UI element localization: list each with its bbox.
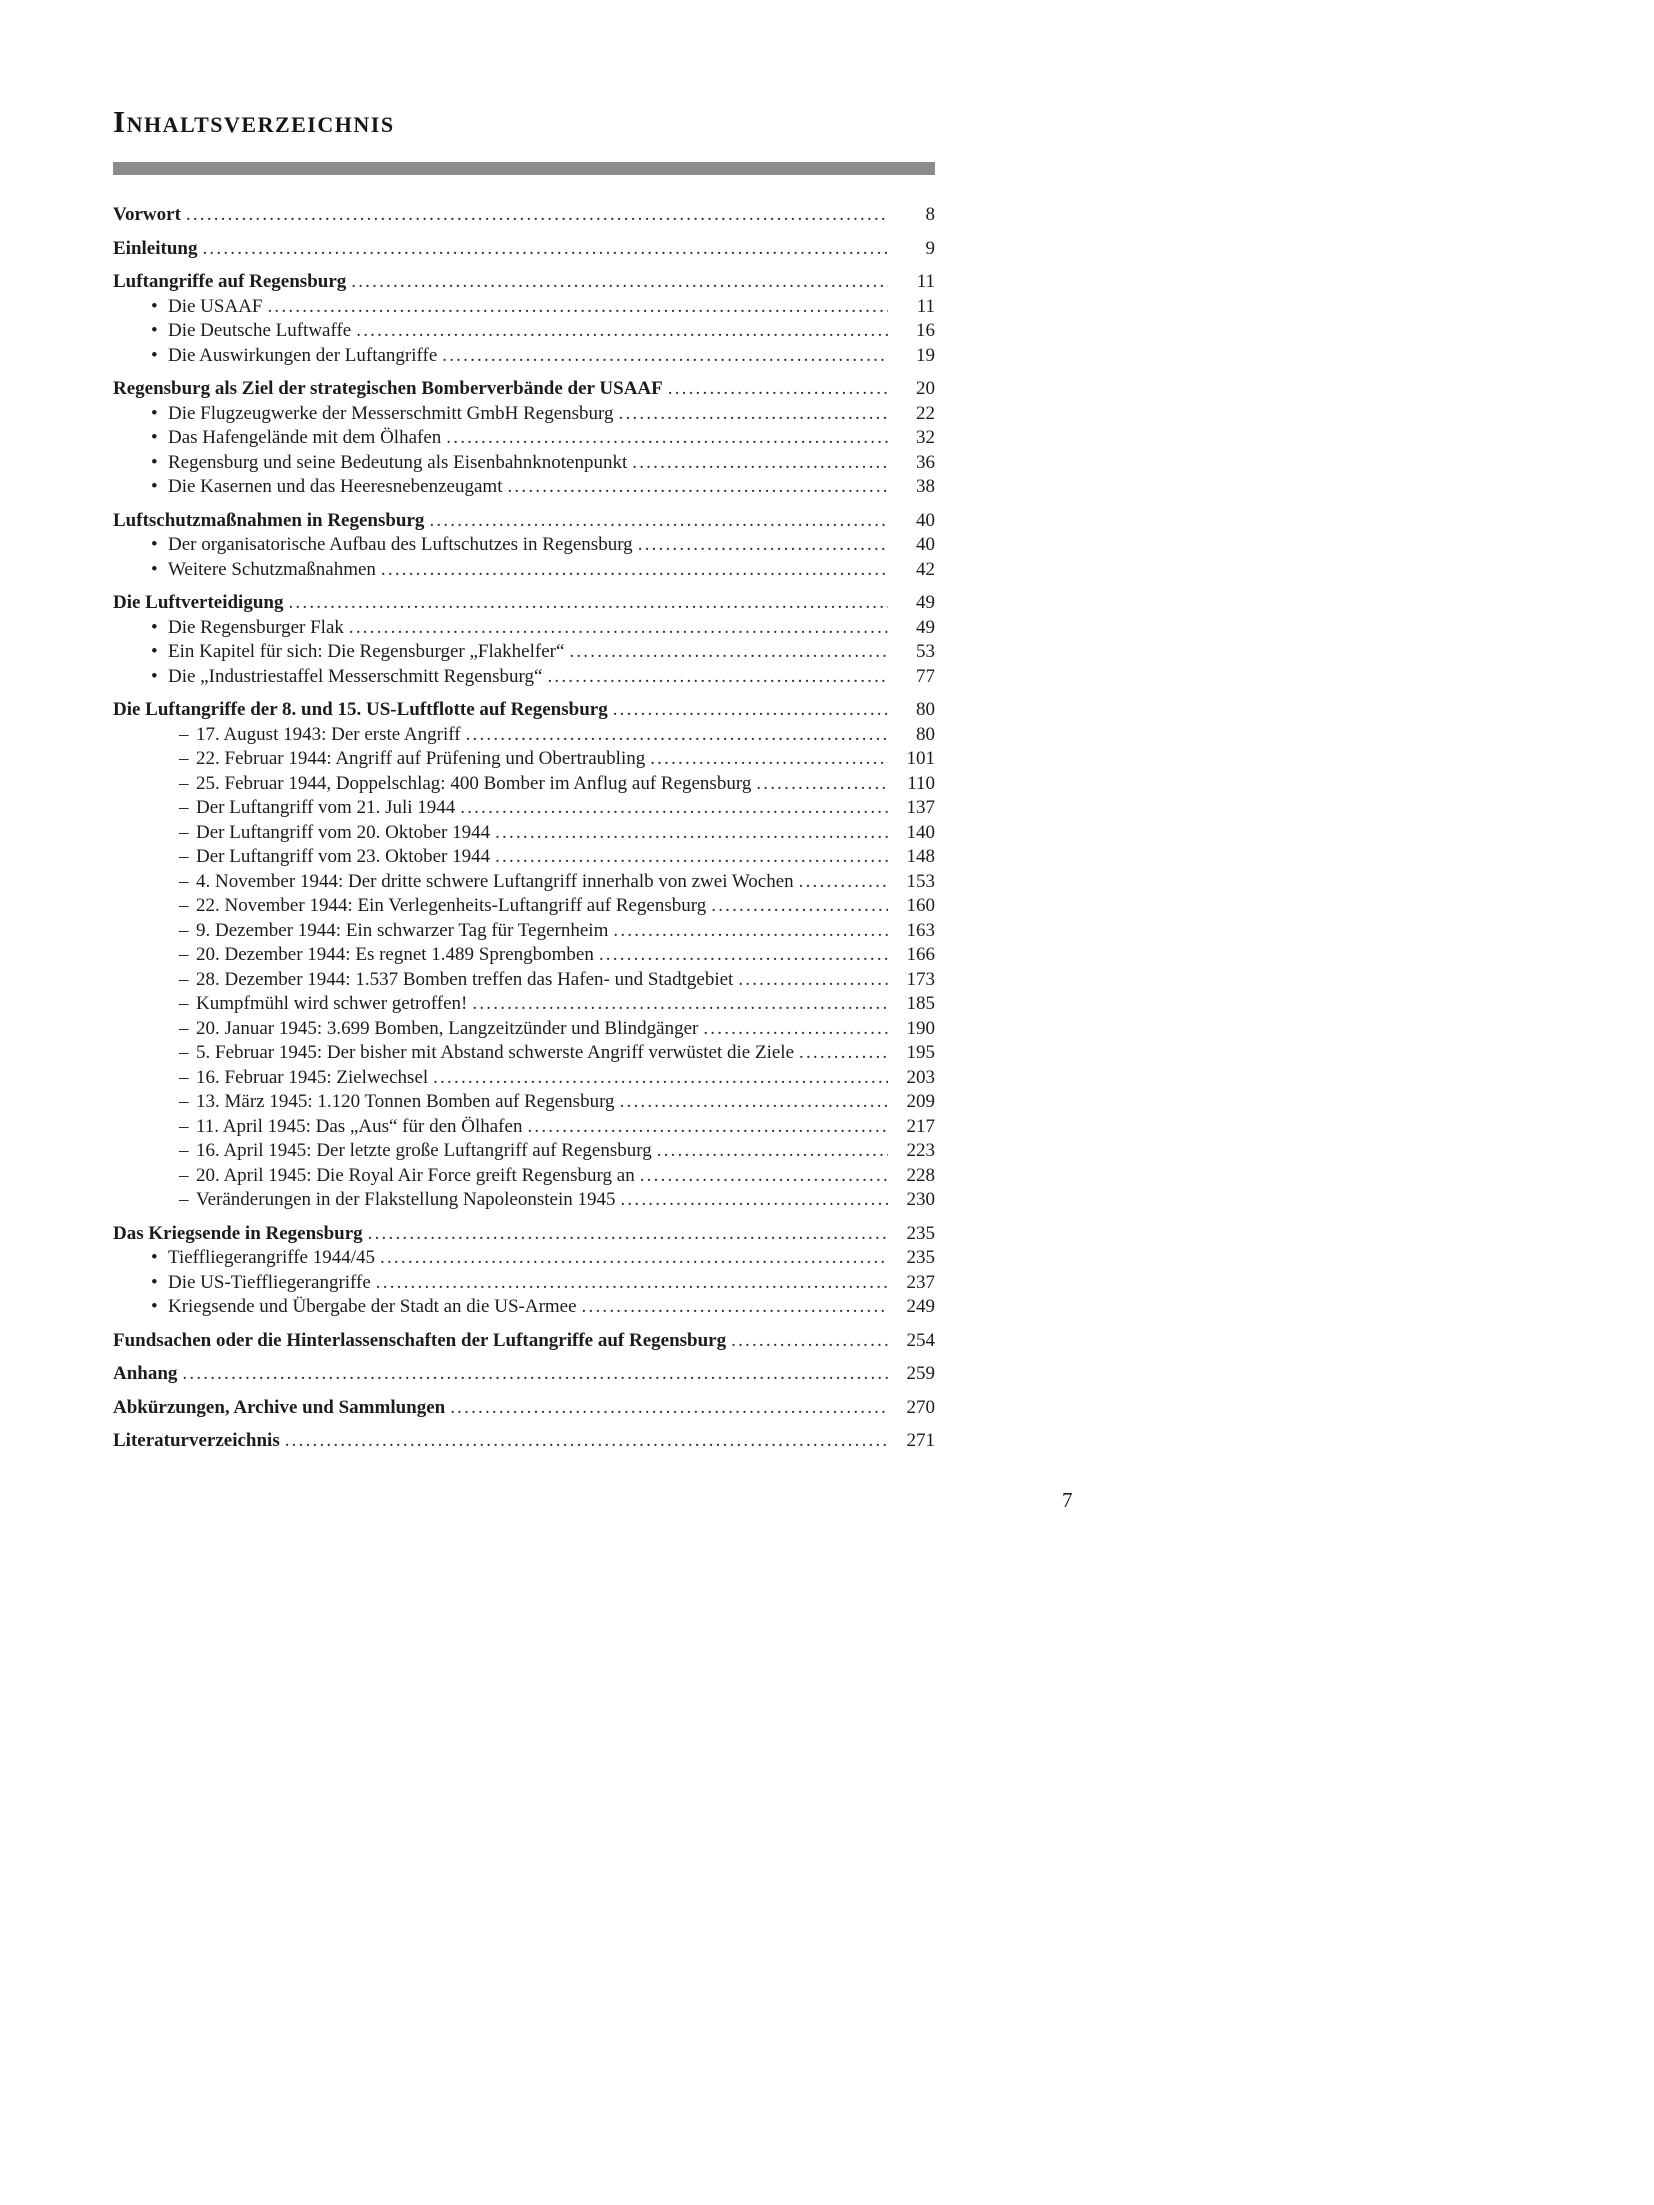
- dot-leader: [368, 1222, 888, 1247]
- toc-entry-label: Einleitung: [113, 237, 198, 259]
- toc-row: [113, 796, 935, 821]
- dot-leader: [638, 533, 888, 558]
- dot-leader: [527, 1115, 888, 1140]
- dot-leader: [356, 319, 888, 344]
- toc-entry-label: Vorwort: [113, 204, 181, 225]
- toc-row: [113, 968, 935, 993]
- dash-marker-icon: –: [179, 1017, 189, 1039]
- dot-leader: [446, 426, 888, 451]
- dash-marker-icon: –: [179, 1140, 189, 1161]
- toc-row: [113, 1066, 935, 1091]
- toc-entry-label: 22. November 1944: Ein Verlegenheits-Luftangriff auf Regensburg: [196, 895, 707, 916]
- bullet-marker-icon: •: [151, 451, 158, 473]
- dot-leader: [288, 591, 888, 616]
- toc-entry-label: Der organisatorische Aufbau des Luftschutzes in Regensburg: [168, 534, 633, 555]
- dash-marker-icon: –: [179, 1042, 189, 1063]
- toc-row: [113, 665, 935, 690]
- dot-leader: [460, 796, 888, 821]
- dot-leader: [349, 616, 888, 641]
- page-number: 7: [1062, 1488, 1073, 1512]
- toc-entry-label: Luftangriffe auf Regensburg: [113, 271, 347, 292]
- dot-leader: [668, 377, 888, 402]
- toc-entry-page: 190: [906, 1017, 935, 1039]
- toc-entry-page: 42: [916, 558, 935, 580]
- toc-entry-label: Ein Kapitel für sich: Die Regensburger „Flakhelfer“: [168, 641, 565, 662]
- toc-entry-page: 249: [906, 1296, 935, 1317]
- dot-leader: [507, 475, 888, 500]
- toc-entry-label: 20. Dezember 1944: Es regnet 1.489 Sprengbomben: [196, 944, 594, 965]
- dot-leader: [799, 870, 888, 895]
- dot-leader: [738, 968, 888, 993]
- bullet-marker-icon: •: [151, 427, 158, 448]
- toc-entry-label: Fundsachen oder die Hinterlassenschaften der Luftangriffe auf Regensburg: [113, 1329, 727, 1351]
- toc-entry-page: 11: [916, 295, 935, 317]
- toc-entry-label: Die Deutsche Luftwaffe: [168, 320, 352, 341]
- dash-marker-icon: –: [179, 1091, 189, 1112]
- toc-entry-label: Die Luftangriffe der 8. und 15. US-Luftflotte auf Regensburg: [113, 699, 608, 720]
- dash-marker-icon: –: [179, 1189, 189, 1210]
- bullet-marker-icon: •: [151, 1271, 158, 1293]
- toc-row: [113, 1329, 935, 1354]
- toc-row: [113, 723, 935, 748]
- toc-entry-page: 173: [906, 968, 935, 990]
- dot-leader: [285, 1429, 888, 1454]
- toc-entry-page: 11: [916, 271, 935, 292]
- toc-entry-page: 195: [906, 1042, 935, 1063]
- dot-leader: [495, 821, 888, 846]
- toc-row: [113, 270, 935, 295]
- dot-leader: [640, 1164, 888, 1189]
- dot-leader: [632, 451, 888, 476]
- toc-entry-label: Der Luftangriff vom 21. Juli 1944: [196, 797, 456, 818]
- toc-entry-label: Das Hafengelände mit dem Ölhafen: [168, 427, 442, 448]
- dot-leader: [703, 1017, 888, 1042]
- toc-entry-page: 271: [906, 1430, 935, 1451]
- toc-entry-label: 28. Dezember 1944: 1.537 Bomben treffen das Hafen- und Stadtgebiet: [196, 968, 734, 990]
- dot-leader: [433, 1066, 888, 1091]
- dot-leader: [186, 203, 888, 228]
- dash-marker-icon: –: [179, 919, 189, 941]
- bullet-marker-icon: •: [151, 558, 158, 580]
- toc-entry-label: 11. April 1945: Das „Aus“ für den Ölhafen: [196, 1115, 523, 1137]
- dash-marker-icon: –: [179, 821, 189, 843]
- toc-row: [113, 1222, 935, 1247]
- dot-leader: [376, 1271, 888, 1296]
- toc-entry-page: 19: [916, 344, 935, 366]
- toc-row: [113, 845, 935, 870]
- toc-entry-page: 217: [906, 1115, 935, 1137]
- toc-row: [113, 591, 935, 616]
- bullet-marker-icon: •: [151, 1296, 158, 1317]
- toc-row: [113, 870, 935, 895]
- toc-row: [113, 237, 935, 262]
- toc-entry-page: 38: [916, 476, 935, 497]
- toc-row: [113, 402, 935, 427]
- toc-entry-page: 153: [906, 870, 935, 892]
- dot-leader: [267, 295, 888, 320]
- toc-row: [113, 558, 935, 583]
- bullet-marker-icon: •: [151, 665, 158, 687]
- toc-entry-label: Die Kasernen und das Heeresnebenzeugamt: [168, 476, 503, 497]
- toc-entry-label: Die USAAF: [168, 295, 263, 317]
- bullet-marker-icon: •: [151, 320, 158, 341]
- toc-row: [113, 821, 935, 846]
- toc-entry-page: 223: [906, 1140, 935, 1161]
- toc-entry-label: Kumpfmühl wird schwer getroffen!: [196, 993, 468, 1014]
- toc-entry-page: 235: [906, 1222, 935, 1244]
- dash-marker-icon: –: [179, 1164, 189, 1186]
- dot-leader: [756, 772, 888, 797]
- toc-row: [113, 698, 935, 723]
- dot-leader: [619, 402, 888, 427]
- toc-row: [113, 1246, 935, 1271]
- toc-entry-label: 9. Dezember 1944: Ein schwarzer Tag für Tegernheim: [196, 919, 609, 941]
- toc-entry-label: Regensburg und seine Bedeutung als Eisenbahnknotenpunkt: [168, 451, 628, 473]
- toc-entry-page: 22: [916, 402, 935, 424]
- toc-row: [113, 1164, 935, 1189]
- toc-entry-label: Die Regensburger Flak: [168, 616, 344, 638]
- toc-entry-page: 20: [916, 378, 935, 399]
- bullet-marker-icon: •: [151, 295, 158, 317]
- toc-row: [113, 475, 935, 500]
- toc-row: [113, 1090, 935, 1115]
- toc-entry-page: 36: [916, 451, 935, 473]
- toc-row: [113, 319, 935, 344]
- toc-entry-page: 148: [906, 846, 935, 867]
- dot-leader: [582, 1295, 888, 1320]
- toc-entry-label: Die Flugzeugwerke der Messerschmitt GmbH Regensburg: [168, 402, 614, 424]
- toc-entry-page: 209: [906, 1091, 935, 1112]
- toc-row: [113, 772, 935, 797]
- dot-leader: [731, 1329, 888, 1354]
- toc-entry-label: 13. März 1945: 1.120 Tonnen Bomben auf Regensburg: [196, 1091, 615, 1112]
- toc-row: [113, 533, 935, 558]
- toc-entry-page: 110: [907, 772, 935, 794]
- bullet-marker-icon: •: [151, 534, 158, 555]
- toc-entry-label: Die US-Tieffliegerangriffe: [168, 1271, 371, 1293]
- toc-entry-page: 80: [916, 699, 935, 720]
- bullet-marker-icon: •: [151, 344, 158, 366]
- toc-entry-label: Der Luftangriff vom 23. Oktober 1944: [196, 846, 491, 867]
- toc-row: [113, 1429, 935, 1454]
- dot-leader: [711, 894, 888, 919]
- dash-marker-icon: –: [179, 870, 189, 892]
- dot-leader: [799, 1041, 888, 1066]
- toc-entry-label: 20. April 1945: Die Royal Air Force greift Regensburg an: [196, 1164, 635, 1186]
- toc-row: [113, 1396, 935, 1421]
- toc-entry-page: 137: [906, 797, 935, 818]
- toc-entry-label: Tieffliegerangriffe 1944/45: [168, 1247, 376, 1268]
- dash-marker-icon: –: [179, 772, 189, 794]
- toc-row: [113, 640, 935, 665]
- toc-entry-label: 4. November 1944: Der dritte schwere Luftangriff innerhalb von zwei Wochen: [196, 870, 794, 892]
- toc-row: [113, 377, 935, 402]
- dash-marker-icon: –: [179, 968, 189, 990]
- toc-row: [113, 344, 935, 369]
- toc-row: [113, 616, 935, 641]
- dot-leader: [472, 992, 888, 1017]
- dot-leader: [381, 558, 888, 583]
- toc-entry-page: 185: [906, 993, 935, 1014]
- toc-entry-label: Kriegsende und Übergabe der Stadt an die US-Armee: [168, 1296, 577, 1317]
- dash-marker-icon: –: [179, 993, 189, 1014]
- dot-leader: [450, 1396, 888, 1421]
- toc-entry-page: 254: [906, 1329, 935, 1351]
- toc-row: [113, 943, 935, 968]
- dot-leader: [466, 723, 888, 748]
- toc-row: [113, 1271, 935, 1296]
- dot-leader: [202, 237, 888, 262]
- toc-entry-label: Luftschutzmaßnahmen in Regensburg: [113, 509, 425, 531]
- bullet-marker-icon: •: [151, 641, 158, 662]
- dash-marker-icon: –: [179, 797, 189, 818]
- toc-entry-label: 25. Februar 1944, Doppelschlag: 400 Bomber im Anflug auf Regensburg: [196, 772, 752, 794]
- toc-entry-page: 80: [916, 723, 935, 745]
- dot-leader: [182, 1362, 888, 1387]
- toc-row: [113, 509, 935, 534]
- document-page: [113, 104, 935, 1454]
- toc-entry-page: 270: [906, 1396, 935, 1418]
- toc-entry-page: 237: [906, 1271, 935, 1293]
- dot-leader: [620, 1090, 888, 1115]
- toc-row: [113, 203, 935, 228]
- toc-entry-page: 53: [916, 641, 935, 662]
- bullet-marker-icon: •: [151, 1247, 158, 1268]
- toc-row: [113, 1139, 935, 1164]
- toc-row: [113, 1041, 935, 1066]
- toc-entry-label: Weitere Schutzmaßnahmen: [168, 558, 376, 580]
- dash-marker-icon: –: [179, 748, 189, 769]
- dot-leader: [547, 665, 888, 690]
- dot-leader: [429, 509, 888, 534]
- toc-list: [113, 203, 935, 1454]
- toc-entry-page: 40: [916, 509, 935, 531]
- dot-leader: [442, 344, 888, 369]
- toc-entry-label: Das Kriegsende in Regensburg: [113, 1222, 363, 1244]
- toc-entry-label: 17. August 1943: Der erste Angriff: [196, 723, 461, 745]
- toc-row: [113, 992, 935, 1017]
- toc-entry-label: 16. Februar 1945: Zielwechsel: [196, 1066, 429, 1088]
- toc-row: [113, 1295, 935, 1320]
- page-title: Inhaltsverzeichnis: [113, 104, 395, 139]
- toc-entry-label: Der Luftangriff vom 20. Oktober 1944: [196, 821, 491, 843]
- dot-leader: [599, 943, 888, 968]
- toc-entry-label: Die Luftverteidigung: [113, 592, 284, 613]
- toc-row: [113, 1017, 935, 1042]
- toc-row: [113, 1188, 935, 1213]
- toc-entry-page: 9: [925, 237, 935, 259]
- dot-leader: [351, 270, 888, 295]
- dot-leader: [657, 1139, 888, 1164]
- dot-leader: [613, 698, 888, 723]
- toc-entry-page: 230: [906, 1189, 935, 1210]
- toc-entry-page: 32: [916, 427, 935, 448]
- dot-leader: [569, 640, 888, 665]
- toc-entry-label: Die „Industriestaffel Messerschmitt Regensburg“: [168, 665, 543, 687]
- toc-row: [113, 295, 935, 320]
- bullet-marker-icon: •: [151, 616, 158, 638]
- toc-entry-label: 22. Februar 1944: Angriff auf Prüfening und Obertraubling: [196, 748, 646, 769]
- toc-row: [113, 894, 935, 919]
- dot-leader: [620, 1188, 888, 1213]
- toc-entry-page: 203: [906, 1066, 935, 1088]
- toc-entry-label: Anhang: [113, 1363, 178, 1384]
- dash-marker-icon: –: [179, 1066, 189, 1088]
- toc-entry-label: 16. April 1945: Der letzte große Luftangriff auf Regensburg: [196, 1140, 652, 1161]
- toc-entry-page: 49: [916, 616, 935, 638]
- toc-entry-page: 160: [906, 895, 935, 916]
- toc-entry-page: 228: [906, 1164, 935, 1186]
- toc-entry-page: 235: [906, 1247, 935, 1268]
- toc-entry-label: Die Auswirkungen der Luftangriffe: [168, 344, 438, 366]
- dash-marker-icon: –: [179, 895, 189, 916]
- dash-marker-icon: –: [179, 1115, 189, 1137]
- toc-entry-label: Veränderungen in der Flakstellung Napoleonstein 1945: [196, 1189, 616, 1210]
- dot-leader: [380, 1246, 888, 1271]
- toc-row: [113, 919, 935, 944]
- toc-entry-page: 16: [916, 320, 935, 341]
- toc-row: [113, 426, 935, 451]
- dash-marker-icon: –: [179, 723, 189, 745]
- toc-entry-page: 101: [906, 748, 935, 769]
- dot-leader: [650, 747, 888, 772]
- dash-marker-icon: –: [179, 944, 189, 965]
- toc-entry-page: 163: [906, 919, 935, 941]
- toc-entry-label: Abkürzungen, Archive und Sammlungen: [113, 1396, 446, 1418]
- title-rule: [113, 162, 935, 175]
- toc-row: [113, 451, 935, 476]
- toc-row: [113, 1362, 935, 1387]
- toc-entry-label: 5. Februar 1945: Der bisher mit Abstand schwerste Angriff verwüstet die Ziele: [196, 1042, 795, 1063]
- dot-leader: [613, 919, 888, 944]
- toc-entry-label: Regensburg als Ziel der strategischen Bomberverbände der USAAF: [113, 378, 663, 399]
- dot-leader: [495, 845, 888, 870]
- bullet-marker-icon: •: [151, 476, 158, 497]
- toc-entry-page: 8: [925, 204, 935, 225]
- toc-entry-page: 40: [916, 534, 935, 555]
- toc-row: [113, 747, 935, 772]
- toc-entry-page: 49: [916, 592, 935, 613]
- toc-entry-label: Literaturverzeichnis: [113, 1430, 280, 1451]
- bullet-marker-icon: •: [151, 402, 158, 424]
- toc-entry-page: 166: [906, 944, 935, 965]
- toc-entry-page: 140: [906, 821, 935, 843]
- dash-marker-icon: –: [179, 846, 189, 867]
- toc-row: [113, 1115, 935, 1140]
- toc-entry-label: 20. Januar 1945: 3.699 Bomben, Langzeitzünder und Blindgänger: [196, 1017, 699, 1039]
- toc-entry-page: 77: [916, 665, 935, 687]
- toc-entry-page: 259: [906, 1363, 935, 1384]
